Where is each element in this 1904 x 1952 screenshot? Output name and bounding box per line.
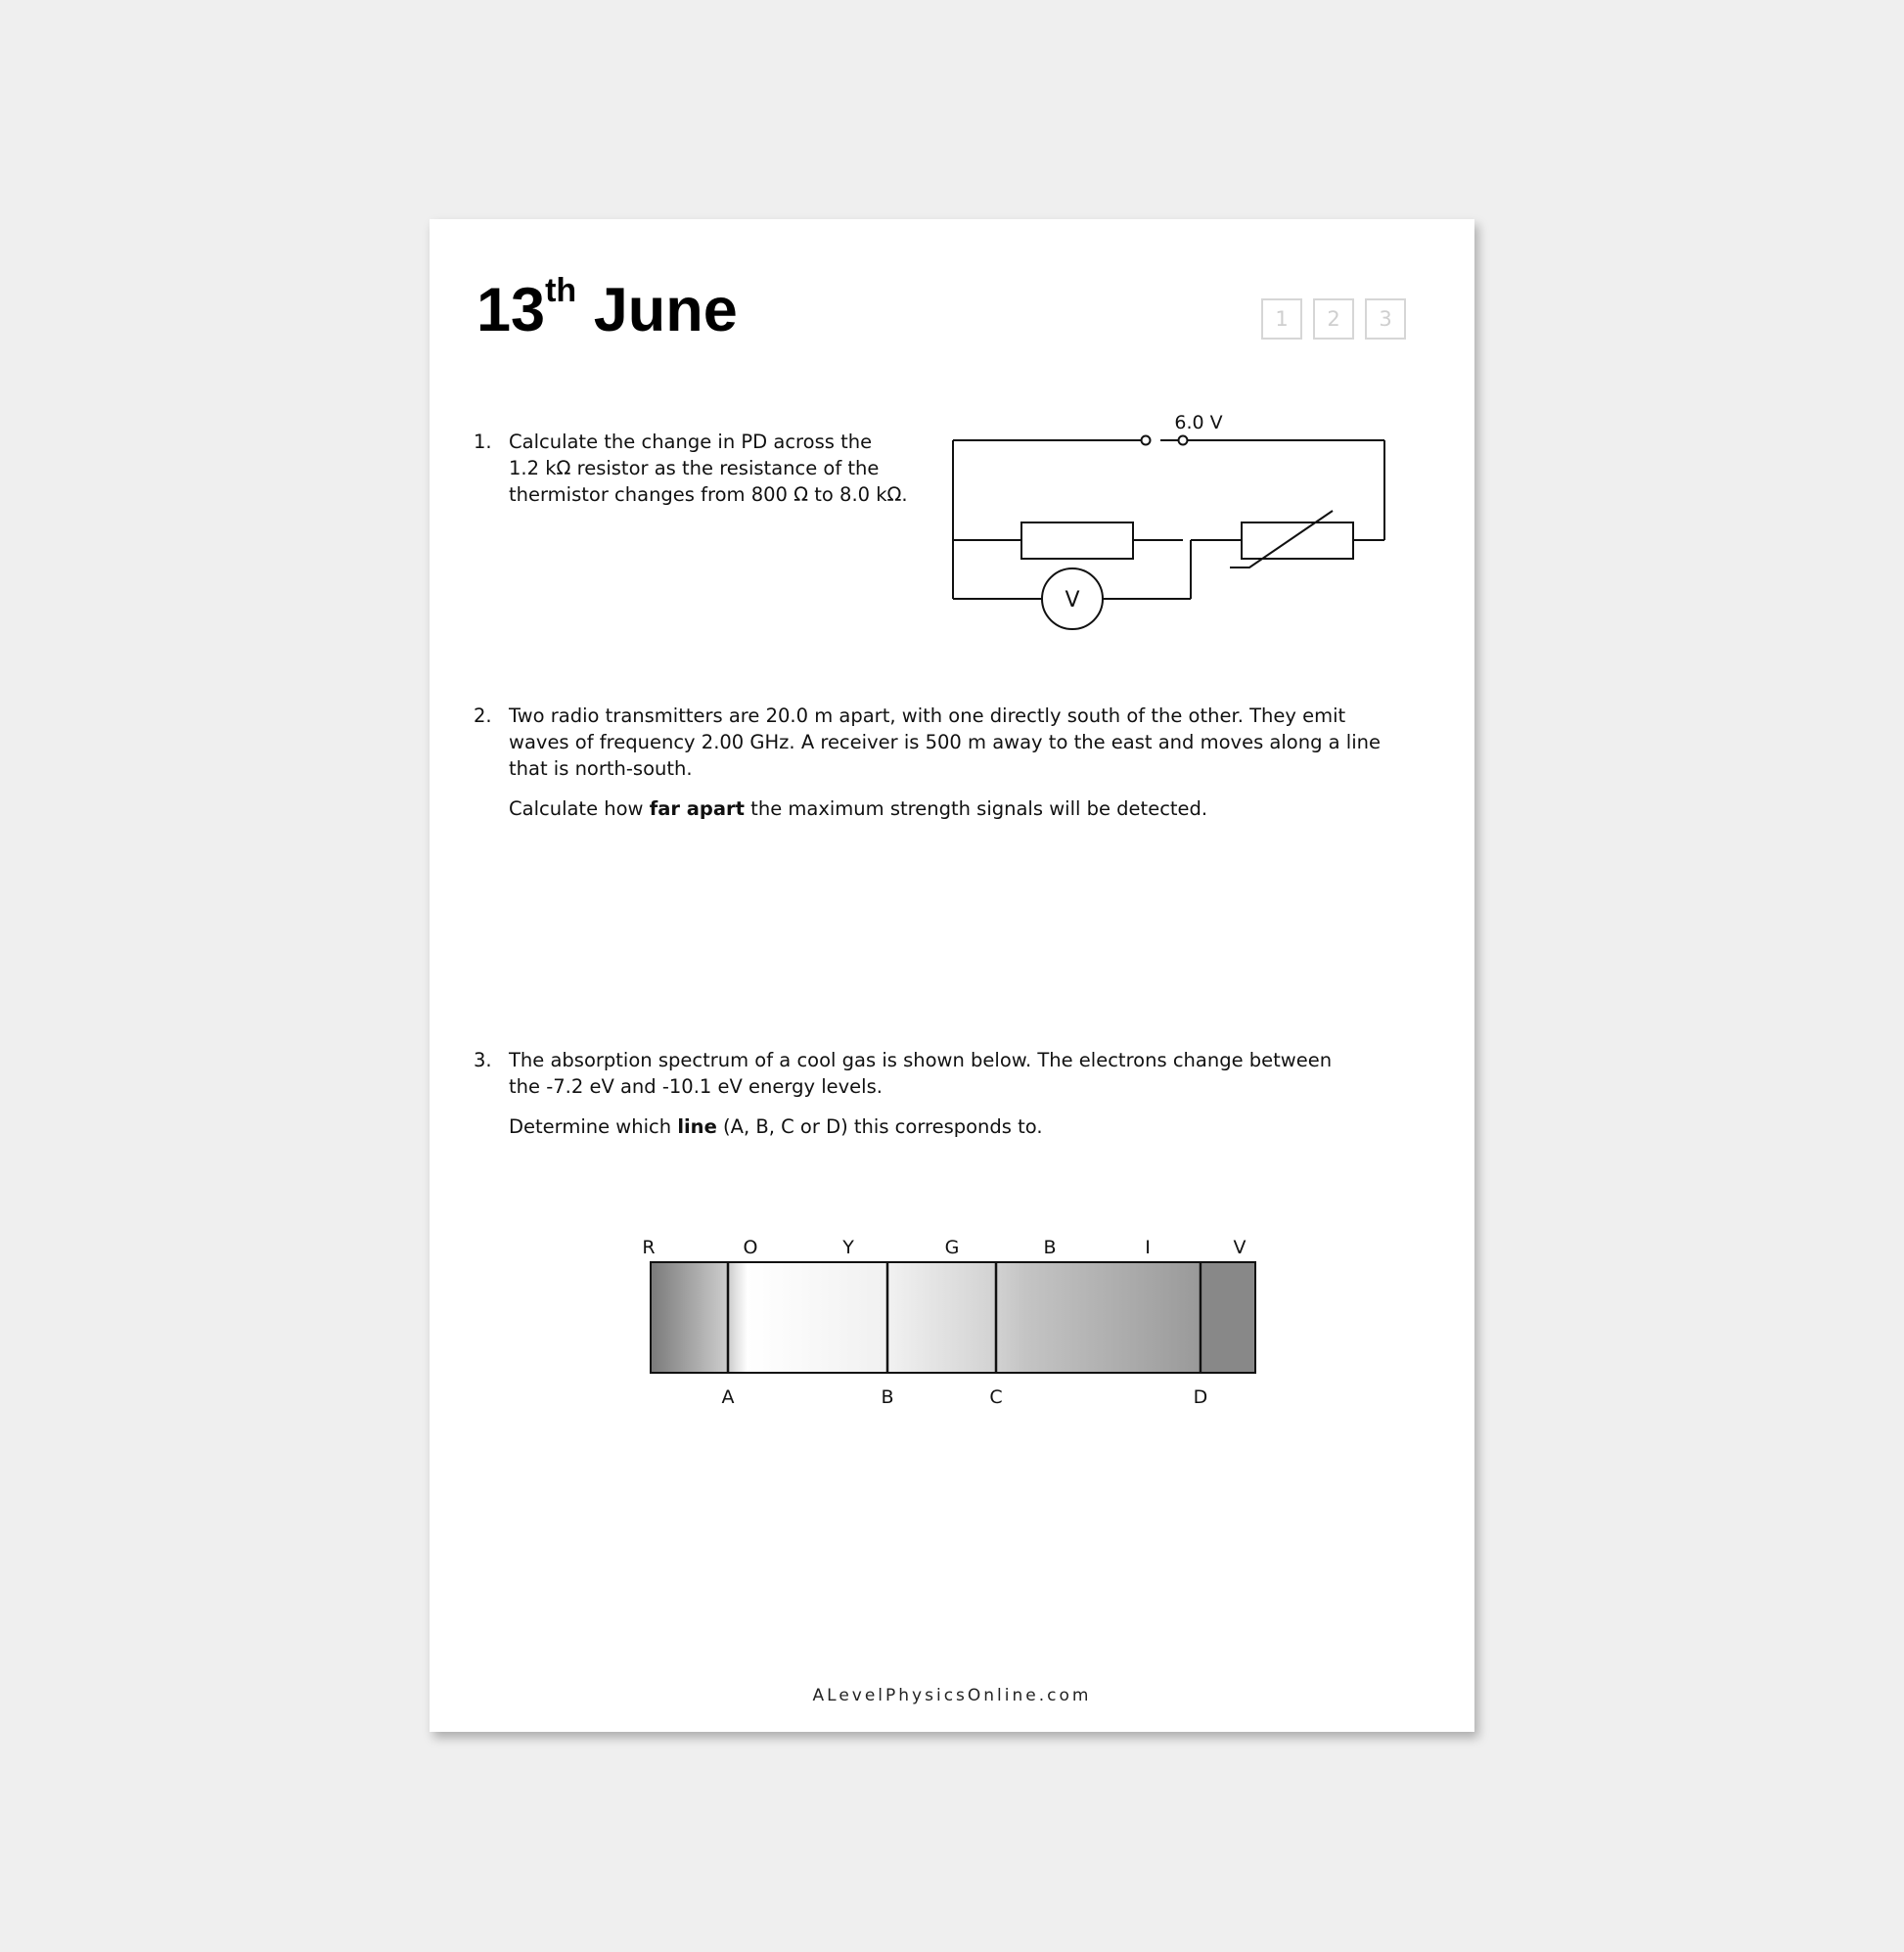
spectrum-band [651,1262,1255,1373]
colour-label-b: B [1043,1237,1057,1258]
resistor [1021,522,1133,559]
worksheet-page [430,219,1474,1732]
question-number: 2. [474,704,492,727]
thermistor [1242,522,1353,559]
question-number: 1. [474,431,492,453]
title-month: June [593,276,738,344]
prompt-text: (A, B, C or D) this corresponds to. [716,1115,1043,1138]
question-line: the -7.2 eV and -10.1 eV energy levels. [509,1075,883,1098]
prompt-text: Calculate how [509,797,650,820]
voltmeter-label: V [1065,588,1080,613]
title-day: 13 [476,276,546,344]
colour-label-y: Y [842,1237,854,1258]
tick-box-3[interactable]: 3 [1365,298,1406,340]
prompt-text: the maximum strength signals will be detected. [744,797,1208,820]
absorption-spectrum [625,1205,1271,1411]
prompt-emphasis: far apart [649,797,745,820]
question-text [509,429,908,508]
colour-label-g: G [944,1237,960,1258]
title-suffix: th [545,272,577,309]
colour-label-o: O [743,1237,758,1258]
terminal [1179,436,1188,445]
question-line: Calculate the change in PD across the [509,431,873,453]
question-prompt [509,795,1381,822]
question-line: thermistor changes from 800 Ω to 8.0 kΩ. [509,483,908,506]
spectrum-violet-end [1202,1262,1255,1373]
tick-box-1[interactable]: 1 [1261,298,1302,340]
question-line: waves of frequency 2.00 GHz. A receiver is 500 m away to the east and moves along a line [509,731,1382,753]
colour-label-v: V [1233,1237,1247,1258]
question-text [509,703,1381,836]
supply-label: 6.0 V [1174,412,1223,433]
tick-box-2[interactable]: 2 [1313,298,1354,340]
question-line: Two radio transmitters are 20.0 m apart, with one directly south of the other. They emit [509,704,1346,727]
question-text [509,1047,1332,1154]
question-line: that is north-south. [509,757,693,780]
question-number: 3. [474,1049,492,1071]
line-label-c: C [989,1386,1003,1408]
question-line: The absorption spectrum of a cool gas is shown below. The electrons change between [509,1049,1333,1071]
colour-label-r: R [642,1237,656,1258]
line-label-a: A [721,1386,735,1408]
footer-website: ALevelPhysicsOnline.com [812,1686,1092,1705]
page-title [476,272,738,344]
line-label-d: D [1193,1386,1208,1408]
prompt-text: Determine which [509,1115,678,1138]
question-line: 1.2 kΩ resistor as the resistance of the [509,457,880,479]
prompt-emphasis: line [677,1115,717,1138]
line-label-b: B [881,1386,894,1408]
question-tick-boxes [1261,298,1406,340]
circuit-diagram [938,405,1408,689]
colour-label-i: I [1145,1237,1151,1258]
question-prompt [509,1113,1332,1140]
terminal [1142,436,1151,445]
